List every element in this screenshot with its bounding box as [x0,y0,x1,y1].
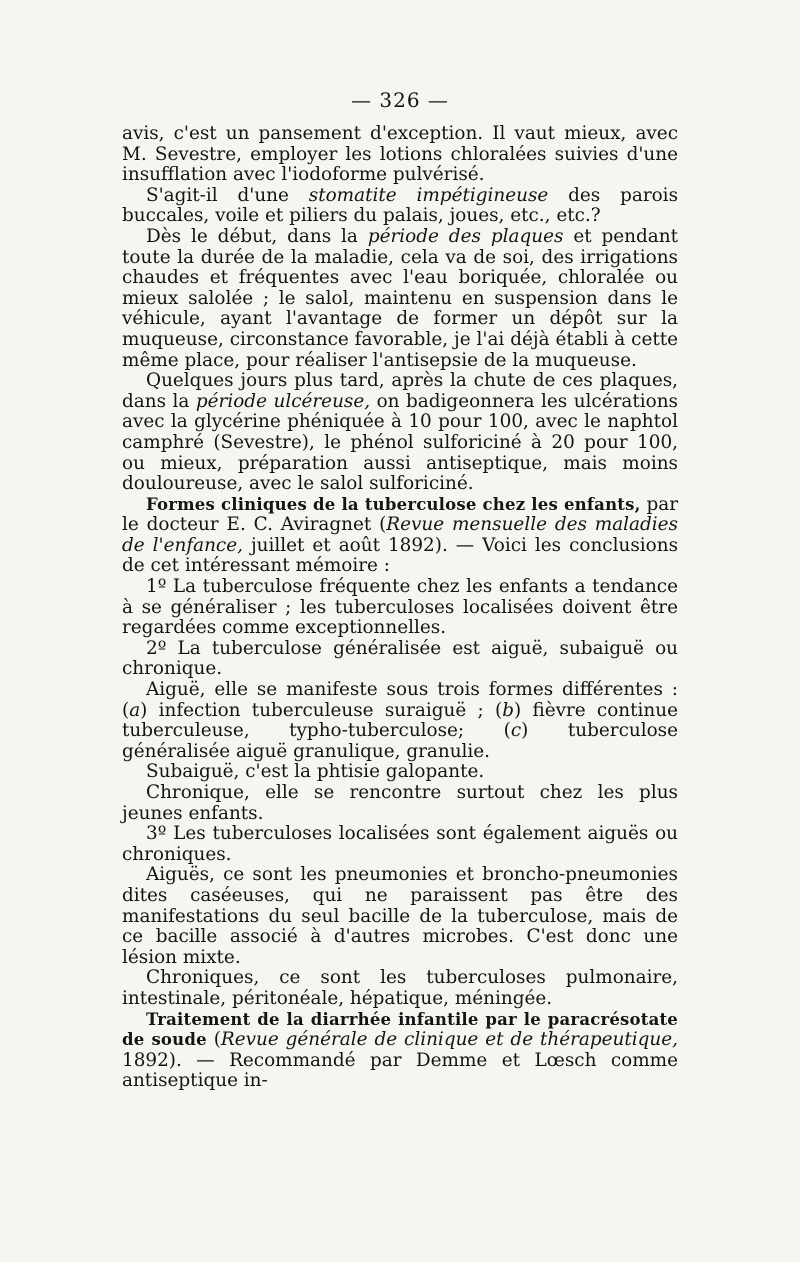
paragraph-5 [122,495,678,577]
text-run: Chroniques, ce sont les tuberculoses pulmonaire, intestinale, péritonéale, hépatique, méningée. [122,967,678,1009]
paragraph-4 [122,371,678,495]
text-run: 1º La tuberculose fréquente chez les enfants a tendance à se généraliser ; les tuberculoses localisées doivent être regardées comme exceptionnelles. [122,576,678,639]
paragraph-10 [122,783,678,824]
text-run: on badigeonnera les ulcérations avec la glycérine phéniquée à 10 pour 100, avec le naphtol camphré (Sevestre), le phénol sulforiciné à 20 pour 100, ou mieux, préparation aussi antiseptique, mais moins douloureuse, avec le salol sulforiciné. [122,390,678,495]
text-run: 2º La tuberculose généralisée est aiguë, subaiguë ou chronique. [122,637,678,680]
paragraph-8 [122,680,678,762]
section-heading: Formes cliniques de la tuberculose chez les enfants, [146,494,641,514]
page-number: — 326 — [351,88,449,112]
text-run: ) tuberculose généralisée aiguë granulique, granulie. [122,720,678,762]
paragraph-13 [122,968,678,1009]
journal-title: Revue mensuelle des maladies de l'enfance, [122,514,678,556]
body-text [122,124,678,1092]
text-run: ( [206,1029,221,1051]
text-run: des parois buccales, voile et piliers du palais, joues, etc., etc.? [122,184,679,227]
text-run: ) infection tuberculeuse suraiguë ; ( [140,699,503,721]
text-run: avis, c'est un pansement d'exception. Il vaut mieux, avec M. Sevestre, employer les lotions chloralées suivies d'une insufflation avec l'iodoforme pulvérisé. [122,123,678,186]
journal-title: Revue générale de clinique et de thérapeutique, [220,1029,678,1051]
text-run: Aiguës, ce sont les pneumonies et broncho-pneumonies dites caséeuses, qui ne paraissent pas être des manifestations du seul bacille de la tuberculose, mais de ce bacille associé à d'autres microbes. C'est donc une lésion mixte. [122,864,678,968]
text-run: juillet et août 1892). — Voici les conclusions de cet intéressant mémoire : [122,534,679,577]
text-run: 1892). — Recommandé par Demme et Lœsch comme antiseptique in- [122,1049,678,1092]
paragraph-7 [122,639,678,680]
paragraph-14 [122,1010,678,1092]
section-heading: Traitement de la diarrhée infantile par le paracrésotate de soude [122,1009,678,1050]
italic-term: période ulcéreuse, [195,390,371,412]
text-run: Subaiguë, c'est la phtisie galopante. [146,761,485,783]
text-run: Quelques jours plus tard, après la chute de ces plaques, dans la [122,370,678,412]
text-run: ) fièvre continue tuberculeuse, typho-tuberculose; ( [122,699,678,742]
italic-letter: c [510,720,522,742]
text-run: 3º Les tuberculoses localisées sont également aiguës ou chroniques. [122,823,678,865]
text-run: par le docteur E. C. Aviragnet ( [122,493,678,536]
italic-letter: b [502,699,514,721]
text-run: Chronique, elle se rencontre surtout chez les plus jeunes enfants. [122,782,678,824]
paragraph-2 [122,186,678,227]
paragraph-3 [122,227,678,371]
text-run: S'agit-il d'une [146,184,309,206]
italic-term: stomatite impétigineuse [308,184,549,206]
text-run: et pendant toute la durée de la maladie, cela va de soi, des irrigations chaudes et fréquentes avec l'eau boriquée, chloralée ou mieux salolée ; le salol, maintenu en suspension dans le véhicule, ayant l'avantage de former un dépôt sur la muqueuse, circonstance favorable, je l'ai déjà établi à cette même place, pour réaliser l'antisepsie de la muqueuse. [122,225,678,371]
paragraph-12 [122,865,678,968]
paragraph-1 [122,124,678,186]
italic-term: période des plaques [367,225,564,247]
text-run: Dès le début, dans la [146,225,368,247]
paragraph-6 [122,577,678,639]
italic-letter: a [129,699,141,721]
paragraph-11 [122,824,678,865]
paragraph-9 [122,762,678,783]
text-run: Aiguë, elle se manifeste sous trois formes différentes : ( [122,679,678,721]
